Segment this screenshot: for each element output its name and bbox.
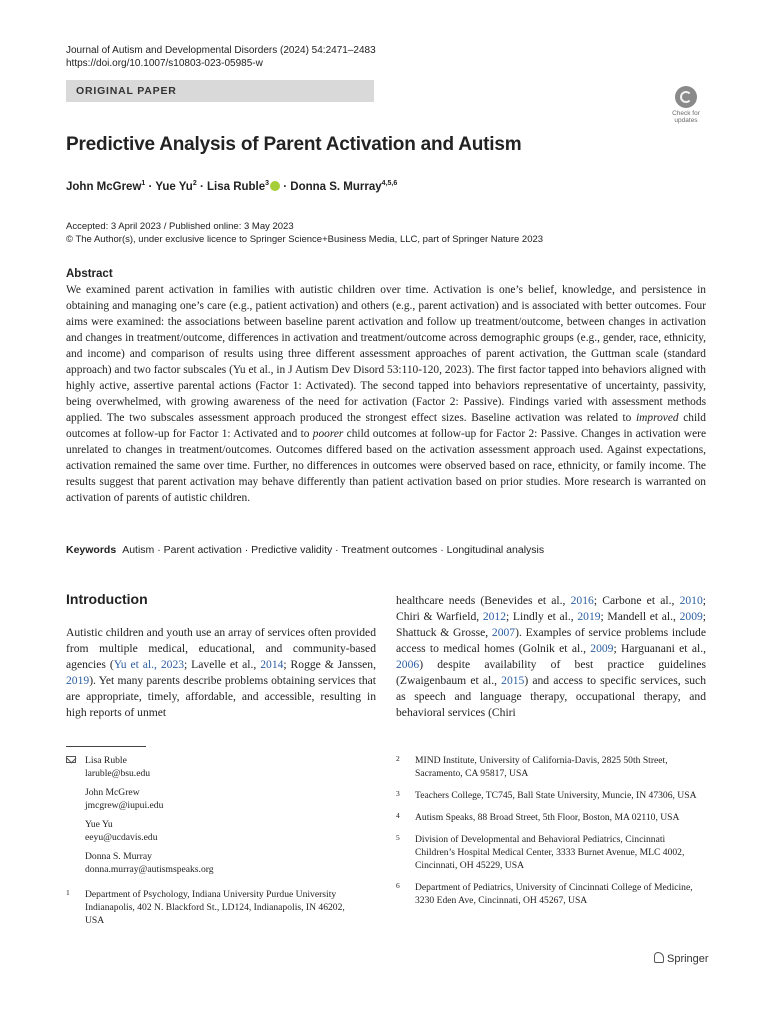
check-updates-line1: Check for xyxy=(672,110,700,117)
affiliation-text: Department of Pediatrics, University of Cincinnati College of Medicine, 3230 Eden Ave, Cincinnati, OH 45267, USA xyxy=(415,882,693,906)
author-name[interactable]: Donna S. Murray xyxy=(290,180,382,193)
contact-name: John McGrew xyxy=(85,787,140,798)
publisher-logo xyxy=(654,952,709,965)
affiliation xyxy=(396,811,706,824)
contact-block xyxy=(66,850,366,876)
abstract-heading: Abstract xyxy=(66,268,113,280)
body-text: ; Carbone et al., xyxy=(593,594,680,607)
author-affiliation-mark: 1 xyxy=(141,180,146,187)
abstract-body xyxy=(66,282,706,506)
affiliation xyxy=(396,881,706,907)
corresponding-authors xyxy=(66,754,366,936)
affiliation-number: 6 xyxy=(396,881,400,890)
body-text: ). Examples of service problems include access to medical homes (Golnik et al., xyxy=(396,626,707,655)
body-text: ) despite availability of best practice guidelines (Zwaigenbaum et al., xyxy=(396,658,706,687)
check-updates-icon xyxy=(675,86,697,108)
affiliation xyxy=(66,888,366,927)
affiliation xyxy=(396,789,706,802)
article-type-banner xyxy=(66,80,374,102)
contact-block xyxy=(66,786,366,812)
citation-link[interactable]: 2010 xyxy=(679,594,703,607)
abstract-text: We examined parent activation in families with autistic children over time. Activation is one’s belief, knowledge, and persistence in obtaining and managing one’s care (e.g., patient activation) and others (e.g., parent activation) and is associated with better outcomes. Four aims were examined: the associations between baseline parent activation and follow up treatment/outcome, between changes in activation and changes in treatment/outcome, differences in activation and treatment/outcome across demographic groups (e.g., gender, race, ethnicity, and income) and comparison of results using three different assessment approaches of parent activation, the Guttman scale (standard approach) and two factor subscales (Yu et al., in J Autism Dev Disord 53:110-120, 2023). The first factor tapped into behaviors aligned with highly active, assertive parental actions (Factor 1: Activated). The second tapped into behaviors representative of uncertainty, passivity, being overwhelmed, with growing awareness of the need for activation (Factor 2: Passive). Findings varied with assessment methods applied. The two subscales assessment approach produced the strongest effect sizes. Baseline activation was related to xyxy=(66,284,706,424)
doi-link[interactable]: https://doi.org/10.1007/s10803-023-05985-w xyxy=(66,58,263,69)
body-text: ; Rogge & Janssen, xyxy=(283,658,376,671)
body-text: ; Lavelle et al., xyxy=(184,658,261,671)
author-affiliation-mark: 3 xyxy=(265,180,270,187)
keywords-label: Keywords xyxy=(66,544,117,556)
contact-email[interactable]: laruble@bsu.edu xyxy=(85,768,151,779)
copyright-notice: © The Author(s), under exclusive licence to Springer Science+Business Media, LLC, part of Springer Nature 2023 xyxy=(66,234,544,245)
contact-name: Yue Yu xyxy=(85,819,113,830)
citation-link[interactable]: Yu et al., 2023 xyxy=(113,658,185,671)
journal-header xyxy=(66,44,376,70)
contact-block xyxy=(66,754,366,780)
citation-link[interactable]: 2012 xyxy=(482,610,506,623)
contact-email[interactable]: eeyu@ucdavis.edu xyxy=(85,832,158,843)
affiliation-text: Division of Developmental and Behavioral Pediatrics, Cincinnati Children’s Hospital Medical Center, 3333 Burnet Avenue, MLC 4002, Cincinnati, OH 45229, USA xyxy=(415,834,685,871)
citation-link[interactable]: 2006 xyxy=(396,658,420,671)
keywords-list: Autism · Parent activation · Predictive validity · Treatment outcomes · Longitudinal analysis xyxy=(122,544,545,556)
citation-link[interactable]: 2015 xyxy=(501,674,525,687)
affiliation xyxy=(396,833,706,872)
publisher-name: Springer xyxy=(667,953,709,965)
keywords xyxy=(66,544,544,556)
author-list: John McGrew$^1$ · Yue $Yu^2$ · Lisa Ruble$^3$ · Donna S. Murray$^{4,5,6}$ xyxy=(66,180,398,193)
body-text: ; Mandell et al., xyxy=(600,610,680,623)
affiliations xyxy=(396,754,706,916)
affiliation-text: MIND Institute, University of California-Davis, 2825 50th Street, Sacramento, CA 95817, USA xyxy=(415,755,668,779)
contact-email[interactable]: donna.murray@autismspeaks.org xyxy=(85,864,214,875)
abstract-emphasis: improved xyxy=(636,412,679,424)
contact-name: Lisa Ruble xyxy=(85,755,127,766)
affiliation-number: 2 xyxy=(396,754,400,763)
author-name[interactable]: Lisa Ruble xyxy=(206,180,266,193)
check-updates-line2: updates xyxy=(674,117,698,124)
affiliation-number: 4 xyxy=(396,811,400,820)
body-text: ; Lindly et al., xyxy=(506,610,578,623)
abstract-text: child outcomes at follow-up for Factor 1: Activated and to xyxy=(66,412,706,440)
body-text: healthcare needs (Benevides et al., xyxy=(396,594,571,607)
abstract-text: child outcomes at follow-up for Factor 2: Passive. Changes in activation were unrelated to changes in treatment/outcomes. Outcomes differed based on the activation assessment approach used. Against expectations, activation remained the same over time. Further, no differences in outcomes were observed based on race, ethnicity, or family income. The results suggest that parent activation may behave differently than patient activation based on prior studies. More research is warranted on activation of parents of autistic children. xyxy=(66,428,707,504)
citation-link[interactable]: 2014 xyxy=(260,658,284,671)
citation-link[interactable]: 2007 xyxy=(491,626,516,639)
affiliation-number: 5 xyxy=(396,833,400,842)
affiliation-text: Department of Psychology, Indiana University Purdue University Indianapolis, 402 N. Blackford St., LD124, Indianapolis, IN 46202, USA xyxy=(85,889,345,926)
publication-dates xyxy=(66,220,543,246)
author-name[interactable]: John McGrew xyxy=(66,180,142,193)
author-affiliation-mark: 4,5,6 xyxy=(381,180,398,187)
author-name[interactable]: Yue Yu xyxy=(155,180,193,193)
body-text: ). Yet many parents describe problems obtaining services that are appropriate, timely, affordable, and accessible, resulting in high reports of unmet xyxy=(66,674,376,719)
body-text: Autistic children and youth use an array of services often provided from multiple medical, educational, and community-based agencies ( xyxy=(66,626,376,671)
paper-title: Predictive Analysis of Parent Activation and Autism xyxy=(66,134,522,155)
body-text: ) and access to specific services, such as speech and language therapy, occupational therapy, and behavioral services (Chiri xyxy=(396,674,706,719)
envelope-icon xyxy=(66,756,76,763)
check-updates-caption xyxy=(666,110,706,124)
affiliation-number: 1 xyxy=(66,888,70,897)
affiliation-text: Teachers College, TC745, Ball State University, Muncie, IN 47306, USA xyxy=(415,790,697,801)
author-affiliation-mark: 2 xyxy=(192,180,197,187)
citation-link[interactable]: 2009 xyxy=(679,610,703,623)
body-text: ; Shattuck & Grosse, xyxy=(396,610,707,639)
citation-link[interactable]: 2009 xyxy=(590,642,614,655)
body-text: ; Harguanani et al., xyxy=(613,642,706,655)
contact-name: Donna S. Murray xyxy=(85,851,152,862)
orcid-icon[interactable] xyxy=(270,181,280,191)
introduction-right-column xyxy=(396,593,706,721)
footnote-divider xyxy=(66,746,146,747)
affiliation-text: Autism Speaks, 88 Broad Street, 5th Floor, Boston, MA 02110, USA xyxy=(415,812,680,823)
article-type-label: ORIGINAL PAPER xyxy=(76,85,177,97)
springer-horse-icon xyxy=(654,952,664,963)
citation-link[interactable]: 2016 xyxy=(570,594,594,607)
contact-email[interactable]: jmcgrew@iupui.edu xyxy=(85,800,164,811)
accepted-date: Accepted: 3 April 2023 / Published online: 3 May 2023 xyxy=(66,221,294,232)
citation-link[interactable]: 2019 xyxy=(66,674,90,687)
check-for-updates-badge[interactable] xyxy=(666,86,706,126)
body-text: ; Chiri & Warfield, xyxy=(396,594,706,623)
affiliation xyxy=(396,754,706,780)
abstract-emphasis: poorer xyxy=(312,428,344,440)
contact-block xyxy=(66,818,366,844)
journal-citation: Journal of Autism and Developmental Disorders (2024) 54:2471–2483 xyxy=(66,45,376,56)
affiliation-number: 3 xyxy=(396,789,400,798)
introduction-left-column xyxy=(66,625,376,721)
citation-link[interactable]: 2019 xyxy=(577,610,601,623)
introduction-heading: Introduction xyxy=(66,591,148,607)
